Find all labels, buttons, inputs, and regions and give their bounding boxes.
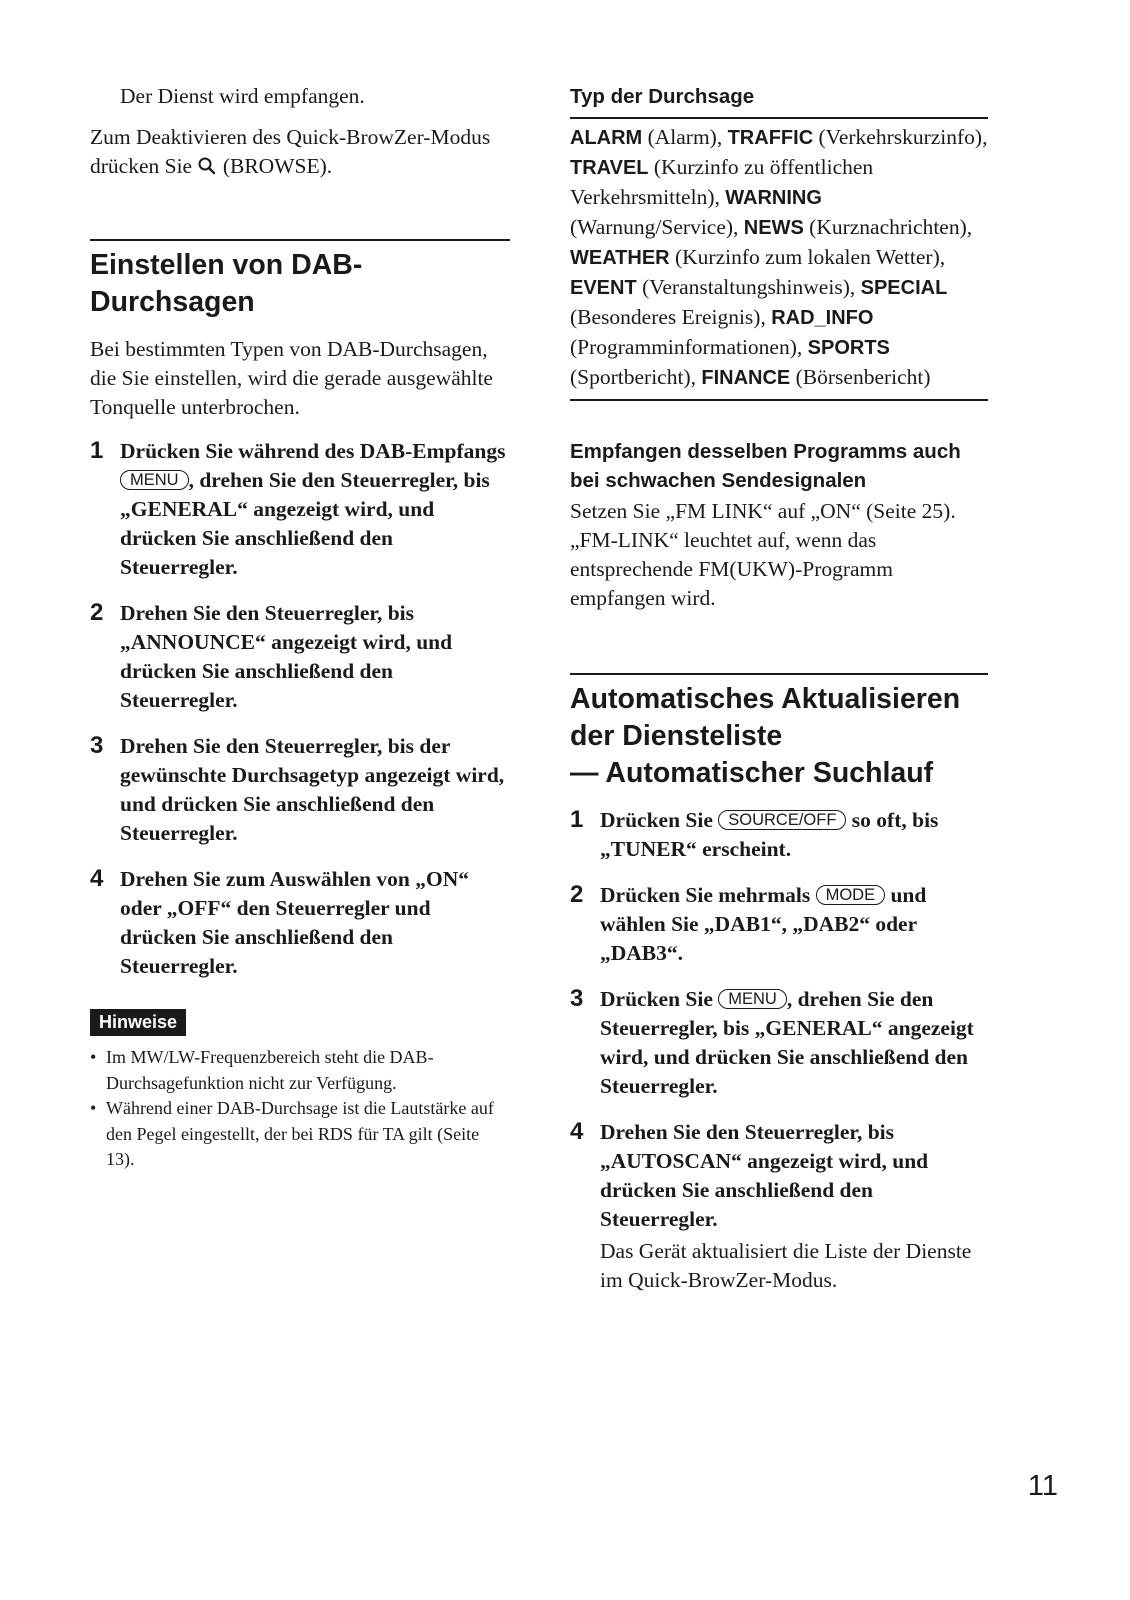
note-item: • Während einer DAB-Durchsage ist die Lautstärke auf den Pegel eingestellt, der bei RDS für TA gilt (Seite 13). xyxy=(90,1096,510,1173)
step-item: 1 Drücken Sie während des DAB-Empfangs MENU , drehen Sie den Steuerregler, bis „GENERAL“ angezeigt wird, und drücken Sie anschließend den Steuerregler. xyxy=(90,437,506,579)
menu-key: MENU xyxy=(718,989,787,1009)
step-number: 2 xyxy=(90,599,104,626)
step-item: 3 Drehen Sie den Steuerregler, bis der gewünschte Durchsagetyp angezeigt wird, und drücken Sie anschließend den Steuerregler. xyxy=(90,732,505,845)
step-number: 1 xyxy=(90,437,104,464)
step-item: 2 Drücken Sie mehrmals MODE und wählen Sie „DAB1“, „DAB2“ oder „DAB3“. xyxy=(570,881,927,965)
step-number: 2 xyxy=(570,881,584,908)
step-number: 4 xyxy=(570,1118,584,1145)
step-number: 3 xyxy=(570,985,584,1012)
step-item: 3 Drücken Sie MENU , drehen Sie den Steuerregler, bis „GENERAL“ angezeigt wird, und drücken Sie anschließend den Steuerregler. xyxy=(570,985,974,1098)
right-column xyxy=(570,82,988,1312)
notes-list xyxy=(90,1045,510,1173)
section-title-dab-announcements: Einstellen von DAB-Durchsagen xyxy=(90,239,510,321)
step-item: 2 Drehen Sie den Steuerregler, bis „ANNOUNCE“ angezeigt wird, und drücken Sie anschließend den Steuerregler. xyxy=(90,599,453,712)
step-number: 3 xyxy=(90,732,104,759)
announcement-types-text: ALARM (Alarm), TRAFFIC (Verkehrskurzinfo), TRAVEL (Kurzinfo zu öffentlichen Verkehrsmitteln), WARNING (Warnung/Service), NEWS (Kurznachrichten), WEATHER (Kurzinfo zum lokalen Wetter), EVENT (Veranstaltungshinweis), SPECIAL (Besonderes Ereignis), RAD_INFO (Programminformationen), SPORTS (Sportbericht), FINANCE (Börsenbericht) xyxy=(570,125,988,389)
announcement-types-box xyxy=(570,117,988,401)
step-item: 4 Drehen Sie zum Auswählen von „ON“ oder „OFF“ den Steuerregler und drücken Sie anschließend den Steuerregler. xyxy=(90,865,470,978)
notes-badge: Hinweise xyxy=(90,1009,186,1036)
section-title-auto-update: Automatisches Aktualisieren der Diensteliste — Automatischer Suchlauf xyxy=(570,673,988,792)
step-result-note: Das Gerät aktualisiert die Liste der Dienste im Quick-BrowZer-Modus. xyxy=(600,1239,972,1292)
steps-list-dab xyxy=(90,437,510,981)
step-number: 4 xyxy=(90,865,104,892)
menu-key: MENU xyxy=(120,470,189,490)
step-item: 1 Drücken Sie SOURCE/OFF so oft, bis „TUNER“ erscheint. xyxy=(570,806,939,861)
steps-list-autoscan xyxy=(570,806,988,1295)
page-number: 11 xyxy=(1027,1470,1058,1502)
left-column xyxy=(90,82,510,1173)
weak-signal-text: Setzen Sie „FM LINK“ auf „ON“ (Seite 25). „FM-LINK“ leuchtet auf, wenn das entsprechende FM(UKW)-Programm empfangen wird. xyxy=(570,499,956,610)
notes-section xyxy=(90,1009,510,1173)
mode-key: MODE xyxy=(816,885,886,905)
announcement-types-heading: Typ der Durchsage xyxy=(570,85,755,108)
weak-signal-heading: Empfangen desselben Programms auch bei schwachen Sendesignalen xyxy=(570,440,961,492)
deactivate-browzer-text: Zum Deaktivieren des Quick-BrowZer-Modus drücken Sie (BROWSE). xyxy=(90,125,491,178)
search-icon xyxy=(197,156,217,176)
step-item: 4 Drehen Sie den Steuerregler, bis „AUTOSCAN“ angezeigt wird, und drücken Sie anschließend den Steuerregler. Das Gerät aktualisiert die Liste der Dienste im Quick-BrowZer-Modus. xyxy=(570,1118,988,1295)
note-item: • Im MW/LW-Frequenzbereich steht die DAB-Durchsagefunktion nicht zur Verfügung. xyxy=(90,1045,510,1096)
step-number: 1 xyxy=(570,806,584,833)
service-received-text: Der Dienst wird empfangen. xyxy=(120,84,365,108)
source-off-key: SOURCE/OFF xyxy=(718,810,846,830)
section-intro: Bei bestimmten Typen von DAB-Durchsagen, die Sie einstellen, wird die gerade ausgewählte Tonquelle unterbrochen. xyxy=(90,337,493,419)
